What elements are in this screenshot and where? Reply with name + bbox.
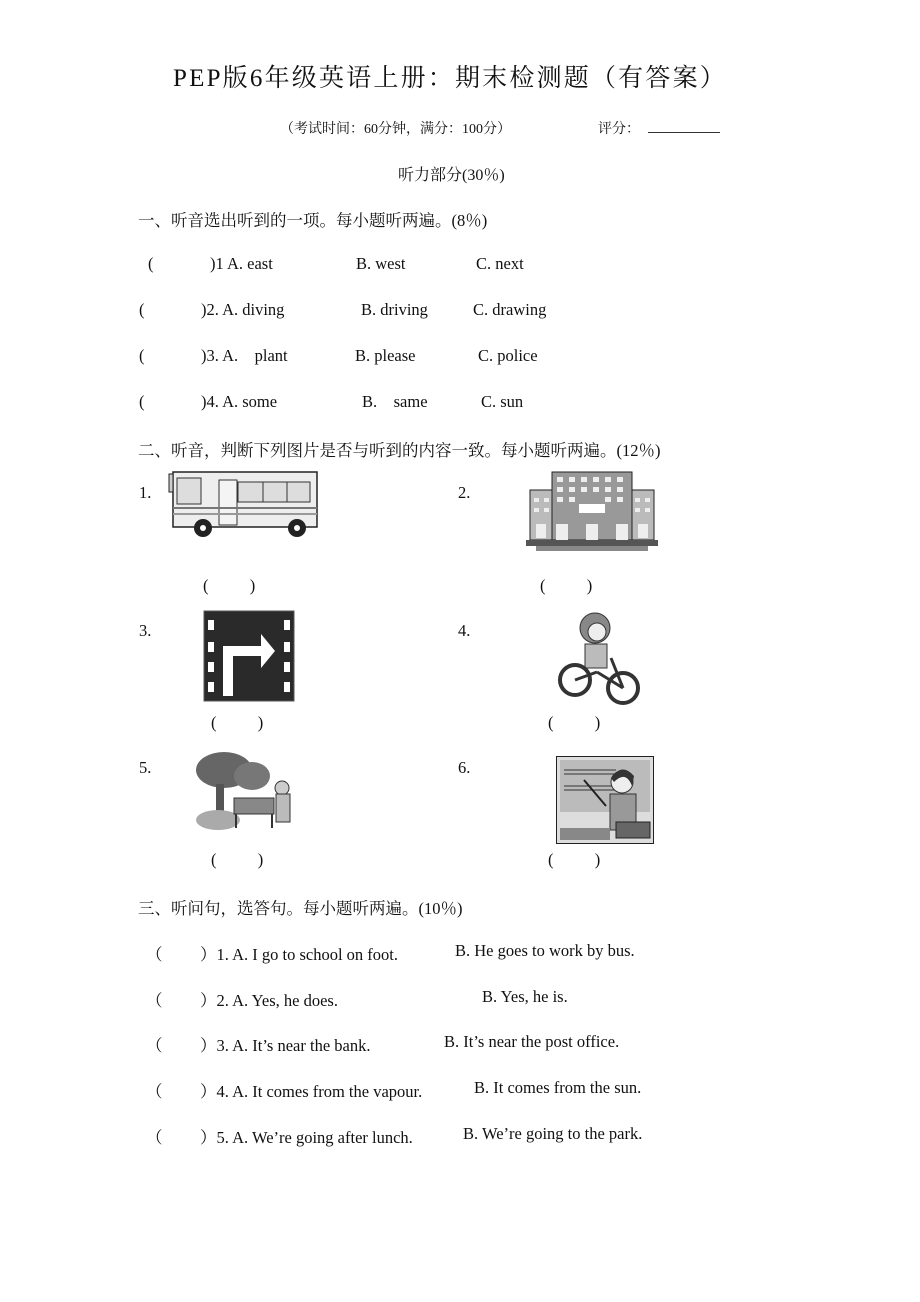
answer-bracket[interactable]: ( (139, 300, 145, 319)
picture-number: 5. (139, 758, 152, 777)
picture-number: 2. (458, 483, 471, 502)
section2-heading: 二、听音，判断下列图片是否与听到的内容一致。每小题听两遍。(12％) (138, 441, 661, 460)
option-a: )1 A. east (210, 254, 273, 273)
option-a: ）2. A. Yes, he does. (200, 991, 338, 1010)
option-a: )2. A. diving (201, 300, 285, 319)
picture-number: 4. (458, 621, 471, 640)
park-bench-picture (192, 748, 304, 844)
turn-right-sign-picture (203, 610, 295, 702)
answer-bracket[interactable]: （ (146, 1128, 163, 1147)
option-a: ）3. A. It’s near the bank. (200, 1036, 371, 1055)
answer-bracket[interactable]: ( ) (540, 576, 593, 595)
option-b: B. It’s near the post office. (444, 1032, 620, 1051)
option-b: B. Yes, he is. (482, 987, 568, 1006)
option-c: C. police (478, 346, 538, 365)
section3-heading: 三、听问句，选答句。每小题听两遍。(10％) (138, 899, 463, 918)
option-b: B. please (355, 346, 416, 365)
option-a: ）1. A. I go to school on foot. (200, 945, 398, 964)
answer-bracket[interactable]: ( ) (548, 850, 601, 869)
bus-picture (163, 468, 321, 540)
answer-bracket[interactable]: ( ) (211, 850, 264, 869)
answer-bracket[interactable]: ( (148, 254, 154, 273)
option-a: ）4. A. It comes from the vapour. (200, 1082, 423, 1101)
option-b: B. It comes from the sun. (474, 1078, 642, 1097)
option-a: ）5. A. We’re going after lunch. (200, 1128, 413, 1147)
option-a: )3. A. plant (201, 346, 288, 365)
picture-number: 6. (458, 758, 471, 777)
exam-info: （考试时间：60分钟，满分：100分） (280, 122, 511, 137)
option-b: B. We’re going to the park. (463, 1124, 643, 1143)
music-teacher-picture (556, 756, 654, 844)
page-title: PEP版6年级英语上册：期末检测题（有答案） (173, 65, 727, 92)
answer-bracket[interactable]: （ (146, 1082, 163, 1101)
answer-bracket[interactable]: （ (146, 1036, 163, 1055)
option-c: C. sun (481, 392, 524, 411)
answer-bracket[interactable]: ( ) (211, 713, 264, 732)
answer-bracket[interactable]: （ (146, 991, 163, 1010)
option-c: C. drawing (473, 300, 547, 319)
score-blank[interactable] (648, 132, 720, 133)
boy-riding-bike-picture (557, 610, 641, 710)
section1-heading: 一、听音选出听到的一项。每小题听两遍。(8％) (138, 211, 488, 230)
answer-bracket[interactable]: （ (146, 945, 163, 964)
option-b: B. west (356, 254, 406, 273)
option-a: )4. A. some (201, 392, 278, 411)
answer-bracket[interactable]: ( ) (203, 576, 256, 595)
answer-bracket[interactable]: ( (139, 392, 145, 411)
option-b: B. driving (361, 300, 428, 319)
answer-bracket[interactable]: ( ) (548, 713, 601, 732)
option-b: B. same (362, 392, 428, 411)
picture-number: 1. (139, 483, 152, 502)
picture-number: 3. (139, 621, 152, 640)
option-c: C. next (476, 254, 524, 273)
score-label: 评分： (598, 122, 640, 137)
part-title: 听力部分(30％) (398, 167, 505, 184)
answer-bracket[interactable]: ( (139, 346, 145, 365)
option-b: B. He goes to work by bus. (455, 941, 635, 960)
building-picture (524, 468, 660, 556)
